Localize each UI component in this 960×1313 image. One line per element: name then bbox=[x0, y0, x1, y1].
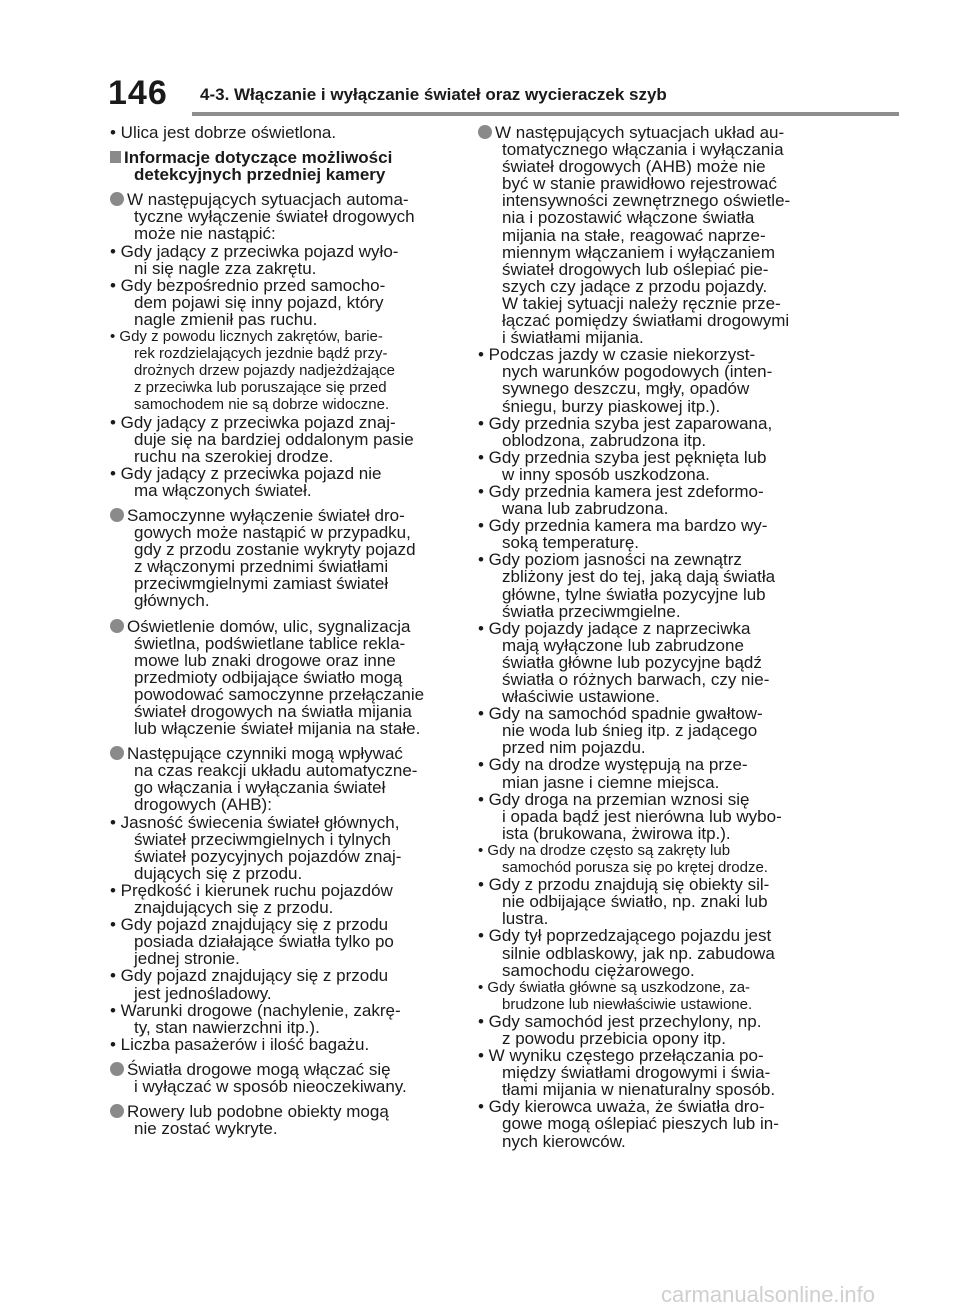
text-line bbox=[110, 865, 455, 882]
text-line bbox=[110, 524, 455, 541]
text-line bbox=[478, 175, 813, 192]
text-line bbox=[478, 586, 813, 603]
line-text: powodować samoczynne przełączanie bbox=[134, 684, 425, 704]
line-text: nych warunków pogodowych (inten- bbox=[502, 362, 773, 382]
line-text: tyczne wyłączenie świateł drogowych bbox=[134, 207, 415, 227]
text-line bbox=[110, 448, 455, 465]
circle-bullet-icon bbox=[110, 619, 124, 633]
text-line bbox=[110, 1078, 455, 1095]
text-line bbox=[110, 703, 455, 720]
circle-bullet-icon bbox=[110, 508, 124, 522]
line-text: przedmioty odbijające światło mogą bbox=[134, 667, 403, 687]
text-line bbox=[110, 669, 455, 686]
text-line bbox=[110, 848, 455, 865]
text-line bbox=[110, 507, 455, 524]
text-line bbox=[110, 191, 455, 208]
text-line bbox=[110, 1002, 455, 1019]
note-block bbox=[110, 191, 455, 499]
line-text: • Gdy przednia kamera jest zdeformo- bbox=[478, 481, 764, 501]
text-line bbox=[110, 225, 455, 242]
line-text: śniegu, burzy piaskowej itp.). bbox=[502, 396, 721, 416]
left-column bbox=[110, 124, 455, 1145]
line-text: • Ulica jest dobrze oświetlona. bbox=[110, 123, 337, 142]
line-text: Światła drogowe mogą włączać się bbox=[127, 1059, 391, 1079]
text-line bbox=[110, 149, 455, 166]
text-line bbox=[478, 295, 813, 312]
line-text: • Gdy światła główne są uszkodzone, za- bbox=[478, 978, 751, 996]
text-line bbox=[478, 945, 813, 962]
line-text: z włączonymi przednimi światłami bbox=[134, 557, 389, 577]
text-line bbox=[110, 762, 455, 779]
text-line bbox=[110, 482, 455, 499]
line-text: • Gdy jadący z przeciwka pojazd nie bbox=[110, 463, 382, 483]
text-line bbox=[478, 398, 813, 415]
line-text: • Gdy droga na przemian wznosi się bbox=[478, 789, 750, 809]
line-text: może nie nastąpić: bbox=[134, 224, 276, 244]
line-text: • Gdy bezpośrednio przed samocho- bbox=[110, 275, 386, 295]
page-number: 146 bbox=[108, 74, 168, 112]
text-line bbox=[110, 592, 455, 609]
line-text: • Gdy tył poprzedzającego pojazdu jest bbox=[478, 926, 772, 946]
line-text: nagle zmienił pas ruchu. bbox=[134, 309, 318, 329]
line-text: • Gdy przednia szyba jest zaparowana, bbox=[478, 413, 773, 433]
text-line bbox=[478, 380, 813, 397]
text-line bbox=[478, 192, 813, 209]
line-text: • Gdy przednia kamera ma bardzo wy- bbox=[478, 516, 768, 536]
line-text: Informacje dotyczące możliwości bbox=[124, 148, 393, 168]
text-line bbox=[478, 1133, 813, 1150]
line-text: być w stanie prawidłowo rejestrować bbox=[502, 174, 777, 194]
text-line bbox=[110, 1036, 455, 1053]
circle-bullet-icon bbox=[110, 192, 124, 206]
text-line bbox=[110, 558, 455, 575]
line-text: samochodu ciężarowego. bbox=[502, 960, 695, 980]
line-text: świateł pozycyjnych pojazdów znaj- bbox=[134, 846, 402, 866]
text-line bbox=[478, 910, 813, 927]
line-text: znajdujących się z przodu. bbox=[134, 898, 334, 918]
line-text: mijania na stałe, reagować naprze- bbox=[502, 225, 766, 245]
line-text: Następujące czynniki mogą wpływać bbox=[127, 744, 403, 764]
line-text: przeciwmgielnymi zamiast świateł bbox=[134, 574, 389, 594]
text-line bbox=[110, 431, 455, 448]
line-text: nie zostać wykryte. bbox=[134, 1119, 278, 1139]
line-text: ty, stan nawierzchni itp.). bbox=[134, 1017, 320, 1037]
line-text: głównych. bbox=[134, 591, 210, 611]
circle-bullet-icon bbox=[478, 125, 492, 139]
text-line bbox=[110, 1061, 455, 1078]
watermark: carmanualsonline.info bbox=[661, 1282, 876, 1307]
line-text: intensywności zewnętrznego oświetle- bbox=[502, 191, 791, 211]
text-line bbox=[110, 1103, 455, 1120]
text-line bbox=[110, 166, 455, 183]
text-line bbox=[478, 363, 813, 380]
text-line bbox=[110, 686, 455, 703]
line-text: detekcyjnych przedniej kamery bbox=[134, 165, 386, 185]
text-line bbox=[110, 362, 455, 379]
text-line bbox=[110, 1019, 455, 1036]
line-text: • Gdy kierowca uważa, że światła dro- bbox=[478, 1097, 765, 1117]
text-line bbox=[478, 927, 813, 944]
line-text: rek rozdzielających jezdnie bądź przy- bbox=[134, 345, 388, 363]
text-line bbox=[110, 933, 455, 950]
line-text: go włączania i wyłączania świateł bbox=[134, 778, 386, 798]
text-line bbox=[478, 825, 813, 842]
line-text: świetlna, podświetlane tablice rekla- bbox=[134, 633, 406, 653]
text-line bbox=[110, 328, 455, 345]
line-text: ma włączonych świateł. bbox=[134, 480, 312, 500]
text-line bbox=[478, 466, 813, 483]
text-line bbox=[478, 637, 813, 654]
line-text: mają wyłączone lub zabrudzone bbox=[502, 635, 744, 655]
line-text: zbliżony jest do tej, jaką dają światła bbox=[502, 567, 776, 587]
line-text: gdy z przodu zostanie wykryty pojazd bbox=[134, 540, 416, 560]
text-line bbox=[478, 278, 813, 295]
text-line bbox=[110, 260, 455, 277]
line-text: z przeciwka lub poruszające się przed bbox=[134, 379, 387, 397]
line-text: tłami mijania w nienaturalny sposób. bbox=[502, 1080, 776, 1100]
line-text: drożnych drzew pojazdy nadjeżdżające bbox=[134, 362, 395, 380]
line-text: nie woda lub śnieg itp. z jadącego bbox=[502, 721, 758, 741]
line-text: • Gdy jadący z przeciwka pojazd wyło- bbox=[110, 241, 399, 261]
line-text: ni się nagle zza zakrętu. bbox=[134, 258, 317, 278]
line-text: • Gdy poziom jasności na zewnątrz bbox=[478, 550, 742, 570]
line-text: nie odbijające światło, np. znaki lub bbox=[502, 892, 768, 912]
text-line bbox=[478, 705, 813, 722]
header-rule bbox=[192, 112, 899, 116]
text-line bbox=[110, 541, 455, 558]
section-heading bbox=[110, 149, 455, 183]
line-text: ista (brukowana, żwirowa itp.). bbox=[502, 823, 731, 843]
text-line bbox=[478, 1081, 813, 1098]
text-line bbox=[478, 893, 813, 910]
line-text: Rowery lub podobne obiekty mogą bbox=[127, 1102, 389, 1122]
section-title: 4-3. Włączanie i wyłączanie świateł oraz wycieraczek szyb bbox=[200, 85, 667, 104]
text-line bbox=[110, 916, 455, 933]
text-line bbox=[110, 814, 455, 831]
text-line bbox=[478, 568, 813, 585]
text-line bbox=[110, 779, 455, 796]
text-line bbox=[110, 618, 455, 635]
line-text: • Gdy pojazd znajdujący się z przodu bbox=[110, 966, 389, 986]
text-line bbox=[478, 261, 813, 278]
text-line bbox=[478, 671, 813, 688]
text-line bbox=[110, 985, 455, 1002]
line-text: na czas reakcji układu automatyczne- bbox=[134, 761, 418, 781]
line-text: samochód porusza się po krętej drodze. bbox=[502, 859, 768, 877]
line-text: główne, tylne światła pozycyjne lub bbox=[502, 584, 766, 604]
text-line bbox=[478, 962, 813, 979]
text-line bbox=[478, 158, 813, 175]
line-text: • Gdy z powodu licznych zakrętów, barie- bbox=[110, 328, 383, 346]
line-text: i wyłączać w sposób nieoczekiwany. bbox=[134, 1076, 407, 1096]
line-text: nych kierowców. bbox=[502, 1131, 626, 1151]
line-text: miennym włączaniem i wyłączaniem bbox=[502, 242, 776, 262]
line-text: z powodu przebicia opony itp. bbox=[502, 1028, 726, 1048]
line-text: i opada bądź jest nierówna lub wybo- bbox=[502, 806, 782, 826]
text-line bbox=[110, 414, 455, 431]
line-text: • Gdy samochód jest przechylony, np. bbox=[478, 1011, 762, 1031]
line-text: gowych może nastąpić w przypadku, bbox=[134, 523, 411, 543]
line-text: dujących się z przodu. bbox=[134, 863, 303, 883]
text-line bbox=[110, 899, 455, 916]
text-line bbox=[110, 575, 455, 592]
line-text: świateł drogowych (AHB) może nie bbox=[502, 157, 766, 177]
text-line bbox=[478, 1013, 813, 1030]
line-text: • Jasność świecenia świateł głównych, bbox=[110, 812, 400, 832]
line-text: W następujących sytuacjach układ au- bbox=[495, 123, 785, 142]
line-text: lustra. bbox=[502, 909, 549, 929]
text-line bbox=[478, 1030, 813, 1047]
line-text: • Gdy na samochód spadnie gwałtow- bbox=[478, 704, 763, 724]
text-line bbox=[110, 720, 455, 737]
page-header bbox=[0, 0, 960, 118]
text-line bbox=[110, 396, 455, 413]
line-text: i światłami mijania. bbox=[502, 328, 644, 348]
line-text: posiada działające światła tylko po bbox=[134, 932, 394, 952]
line-text: światła główne lub pozycyjne bądź bbox=[502, 652, 762, 672]
text-line bbox=[110, 745, 455, 762]
line-text: W następujących sytuacjach automa- bbox=[127, 190, 409, 210]
line-text: między światłami drogowymi i świa- bbox=[502, 1063, 771, 1083]
text-line bbox=[478, 415, 813, 432]
line-text: mian jasne i ciemne miejsca. bbox=[502, 772, 720, 792]
text-line bbox=[478, 551, 813, 568]
line-text: świateł przeciwmgielnych i tylnych bbox=[134, 829, 391, 849]
text-line bbox=[110, 950, 455, 967]
text-line bbox=[478, 124, 813, 141]
text-line bbox=[478, 534, 813, 551]
text-line bbox=[478, 808, 813, 825]
line-text: • Prędkość i kierunek ruchu pojazdów bbox=[110, 880, 393, 900]
text-line bbox=[478, 1098, 813, 1115]
text-line bbox=[478, 449, 813, 466]
text-line bbox=[478, 791, 813, 808]
text-line bbox=[478, 500, 813, 517]
line-text: gowe mogą oślepiać pieszych lub in- bbox=[502, 1114, 779, 1134]
line-text: samochodem nie są dobrze widoczne. bbox=[134, 396, 390, 414]
line-text: duje się na bardziej oddalonym pasie bbox=[134, 429, 414, 449]
text-line bbox=[110, 243, 455, 260]
line-text: światła przeciwmgielne. bbox=[502, 601, 681, 621]
text-line bbox=[478, 842, 813, 859]
text-line bbox=[110, 345, 455, 362]
line-text: brudzone lub niewłaściwie ustawione. bbox=[502, 995, 753, 1013]
note-block bbox=[110, 1103, 455, 1137]
line-text: mowe lub znaki drogowe oraz inne bbox=[134, 650, 396, 670]
text-line bbox=[110, 1120, 455, 1137]
text-line bbox=[478, 979, 813, 996]
line-text: • Podczas jazdy w czasie niekorzyst- bbox=[478, 345, 756, 365]
line-text: świateł drogowych lub oślepiać pie- bbox=[502, 259, 769, 279]
line-text: ruchu na szerokiej drodze. bbox=[134, 446, 334, 466]
text-line bbox=[478, 209, 813, 226]
line-text: lub włączenie świateł mijania na stałe. bbox=[134, 719, 421, 739]
line-text: soką temperaturę. bbox=[502, 533, 640, 553]
text-line bbox=[110, 277, 455, 294]
text-line bbox=[478, 654, 813, 671]
text-line bbox=[478, 329, 813, 346]
line-text: przed nim pojazdu. bbox=[502, 738, 646, 758]
note-block bbox=[110, 618, 455, 738]
text-line bbox=[110, 796, 455, 813]
line-text: • Gdy jadący z przeciwka pojazd znaj- bbox=[110, 412, 396, 432]
text-line bbox=[110, 124, 455, 141]
line-text: • Liczba pasażerów i ilość bagażu. bbox=[110, 1034, 370, 1054]
text-line bbox=[478, 1115, 813, 1132]
line-text: Oświetlenie domów, ulic, sygnalizacja bbox=[127, 616, 411, 636]
text-line bbox=[478, 774, 813, 791]
text-line bbox=[110, 882, 455, 899]
text-line bbox=[478, 603, 813, 620]
line-text: jest jednośladowy. bbox=[134, 983, 272, 1003]
line-text: jednej stronie. bbox=[134, 949, 240, 969]
line-text: sywnego deszczu, mgły, opadów bbox=[502, 379, 750, 399]
text-line bbox=[478, 141, 813, 158]
text-line bbox=[478, 1047, 813, 1064]
line-text: oblodzona, zabrudzona itp. bbox=[502, 430, 707, 450]
text-line bbox=[478, 1064, 813, 1081]
line-text: dem pojawi się inny pojazd, który bbox=[134, 292, 384, 312]
note-block bbox=[110, 745, 455, 1053]
text-line bbox=[110, 831, 455, 848]
text-line bbox=[110, 294, 455, 311]
line-text: wana lub zabrudzona. bbox=[502, 499, 669, 519]
line-text: drogowych (AHB): bbox=[134, 795, 272, 815]
line-text: szych czy jadące z przodu pojazdy. bbox=[502, 276, 768, 296]
line-text: w inny sposób uszkodzona. bbox=[502, 464, 710, 484]
text-line bbox=[110, 652, 455, 669]
line-text: światła o różnych barwach, czy nie- bbox=[502, 670, 770, 689]
line-text: świateł drogowych na światła mijania bbox=[134, 702, 412, 721]
note-block bbox=[478, 124, 813, 1150]
text-line bbox=[110, 379, 455, 396]
text-line bbox=[478, 346, 813, 363]
circle-bullet-icon bbox=[110, 1104, 124, 1118]
text-line bbox=[478, 722, 813, 739]
line-text: • Gdy na drodze występują na prze- bbox=[478, 755, 748, 775]
note-block bbox=[110, 1061, 455, 1095]
right-column bbox=[478, 124, 813, 1158]
text-line bbox=[478, 756, 813, 773]
text-line bbox=[478, 244, 813, 261]
line-text: • Gdy pojazdy jadące z naprzeciwka bbox=[478, 618, 751, 638]
line-text: właściwie ustawione. bbox=[502, 687, 660, 707]
line-text: Samoczynne wyłączenie świateł dro- bbox=[127, 505, 405, 525]
square-bullet-icon bbox=[110, 151, 121, 163]
line-text: silnie odblaskowy, jak np. zabudowa bbox=[502, 943, 775, 963]
line-text: W takiej sytuacji należy ręcznie prze- bbox=[502, 293, 781, 313]
text-line bbox=[110, 311, 455, 328]
text-line bbox=[478, 859, 813, 876]
line-text: • Warunki drogowe (nachylenie, zakrę- bbox=[110, 1000, 401, 1020]
text-line bbox=[478, 432, 813, 449]
line-text: • W wyniku częstego przełączania po- bbox=[478, 1046, 764, 1066]
line-text: łączać pomiędzy światłami drogowymi bbox=[502, 311, 790, 331]
note-block bbox=[110, 124, 455, 141]
text-line bbox=[478, 227, 813, 244]
text-line bbox=[478, 517, 813, 534]
text-line bbox=[478, 876, 813, 893]
line-text: • Gdy z przodu znajdują się obiekty sil- bbox=[478, 875, 770, 895]
text-line bbox=[110, 635, 455, 652]
line-text: nia i pozostawić włączone światła bbox=[502, 208, 755, 228]
circle-bullet-icon bbox=[110, 1062, 124, 1076]
note-block bbox=[110, 507, 455, 610]
text-line bbox=[478, 312, 813, 329]
text-line bbox=[478, 620, 813, 637]
circle-bullet-icon bbox=[110, 746, 124, 760]
text-line bbox=[110, 465, 455, 482]
text-line bbox=[110, 208, 455, 225]
line-text: • Gdy pojazd znajdujący się z przodu bbox=[110, 915, 389, 935]
line-text: • Gdy przednia szyba jest pęknięta lub bbox=[478, 447, 767, 467]
text-line bbox=[478, 688, 813, 705]
line-text: • Gdy na drodze często są zakręty lub bbox=[478, 841, 731, 859]
text-line bbox=[478, 739, 813, 756]
text-line bbox=[478, 483, 813, 500]
line-text: tomatycznego włączania i wyłączania bbox=[502, 140, 784, 160]
text-line bbox=[478, 996, 813, 1013]
text-line bbox=[110, 967, 455, 984]
